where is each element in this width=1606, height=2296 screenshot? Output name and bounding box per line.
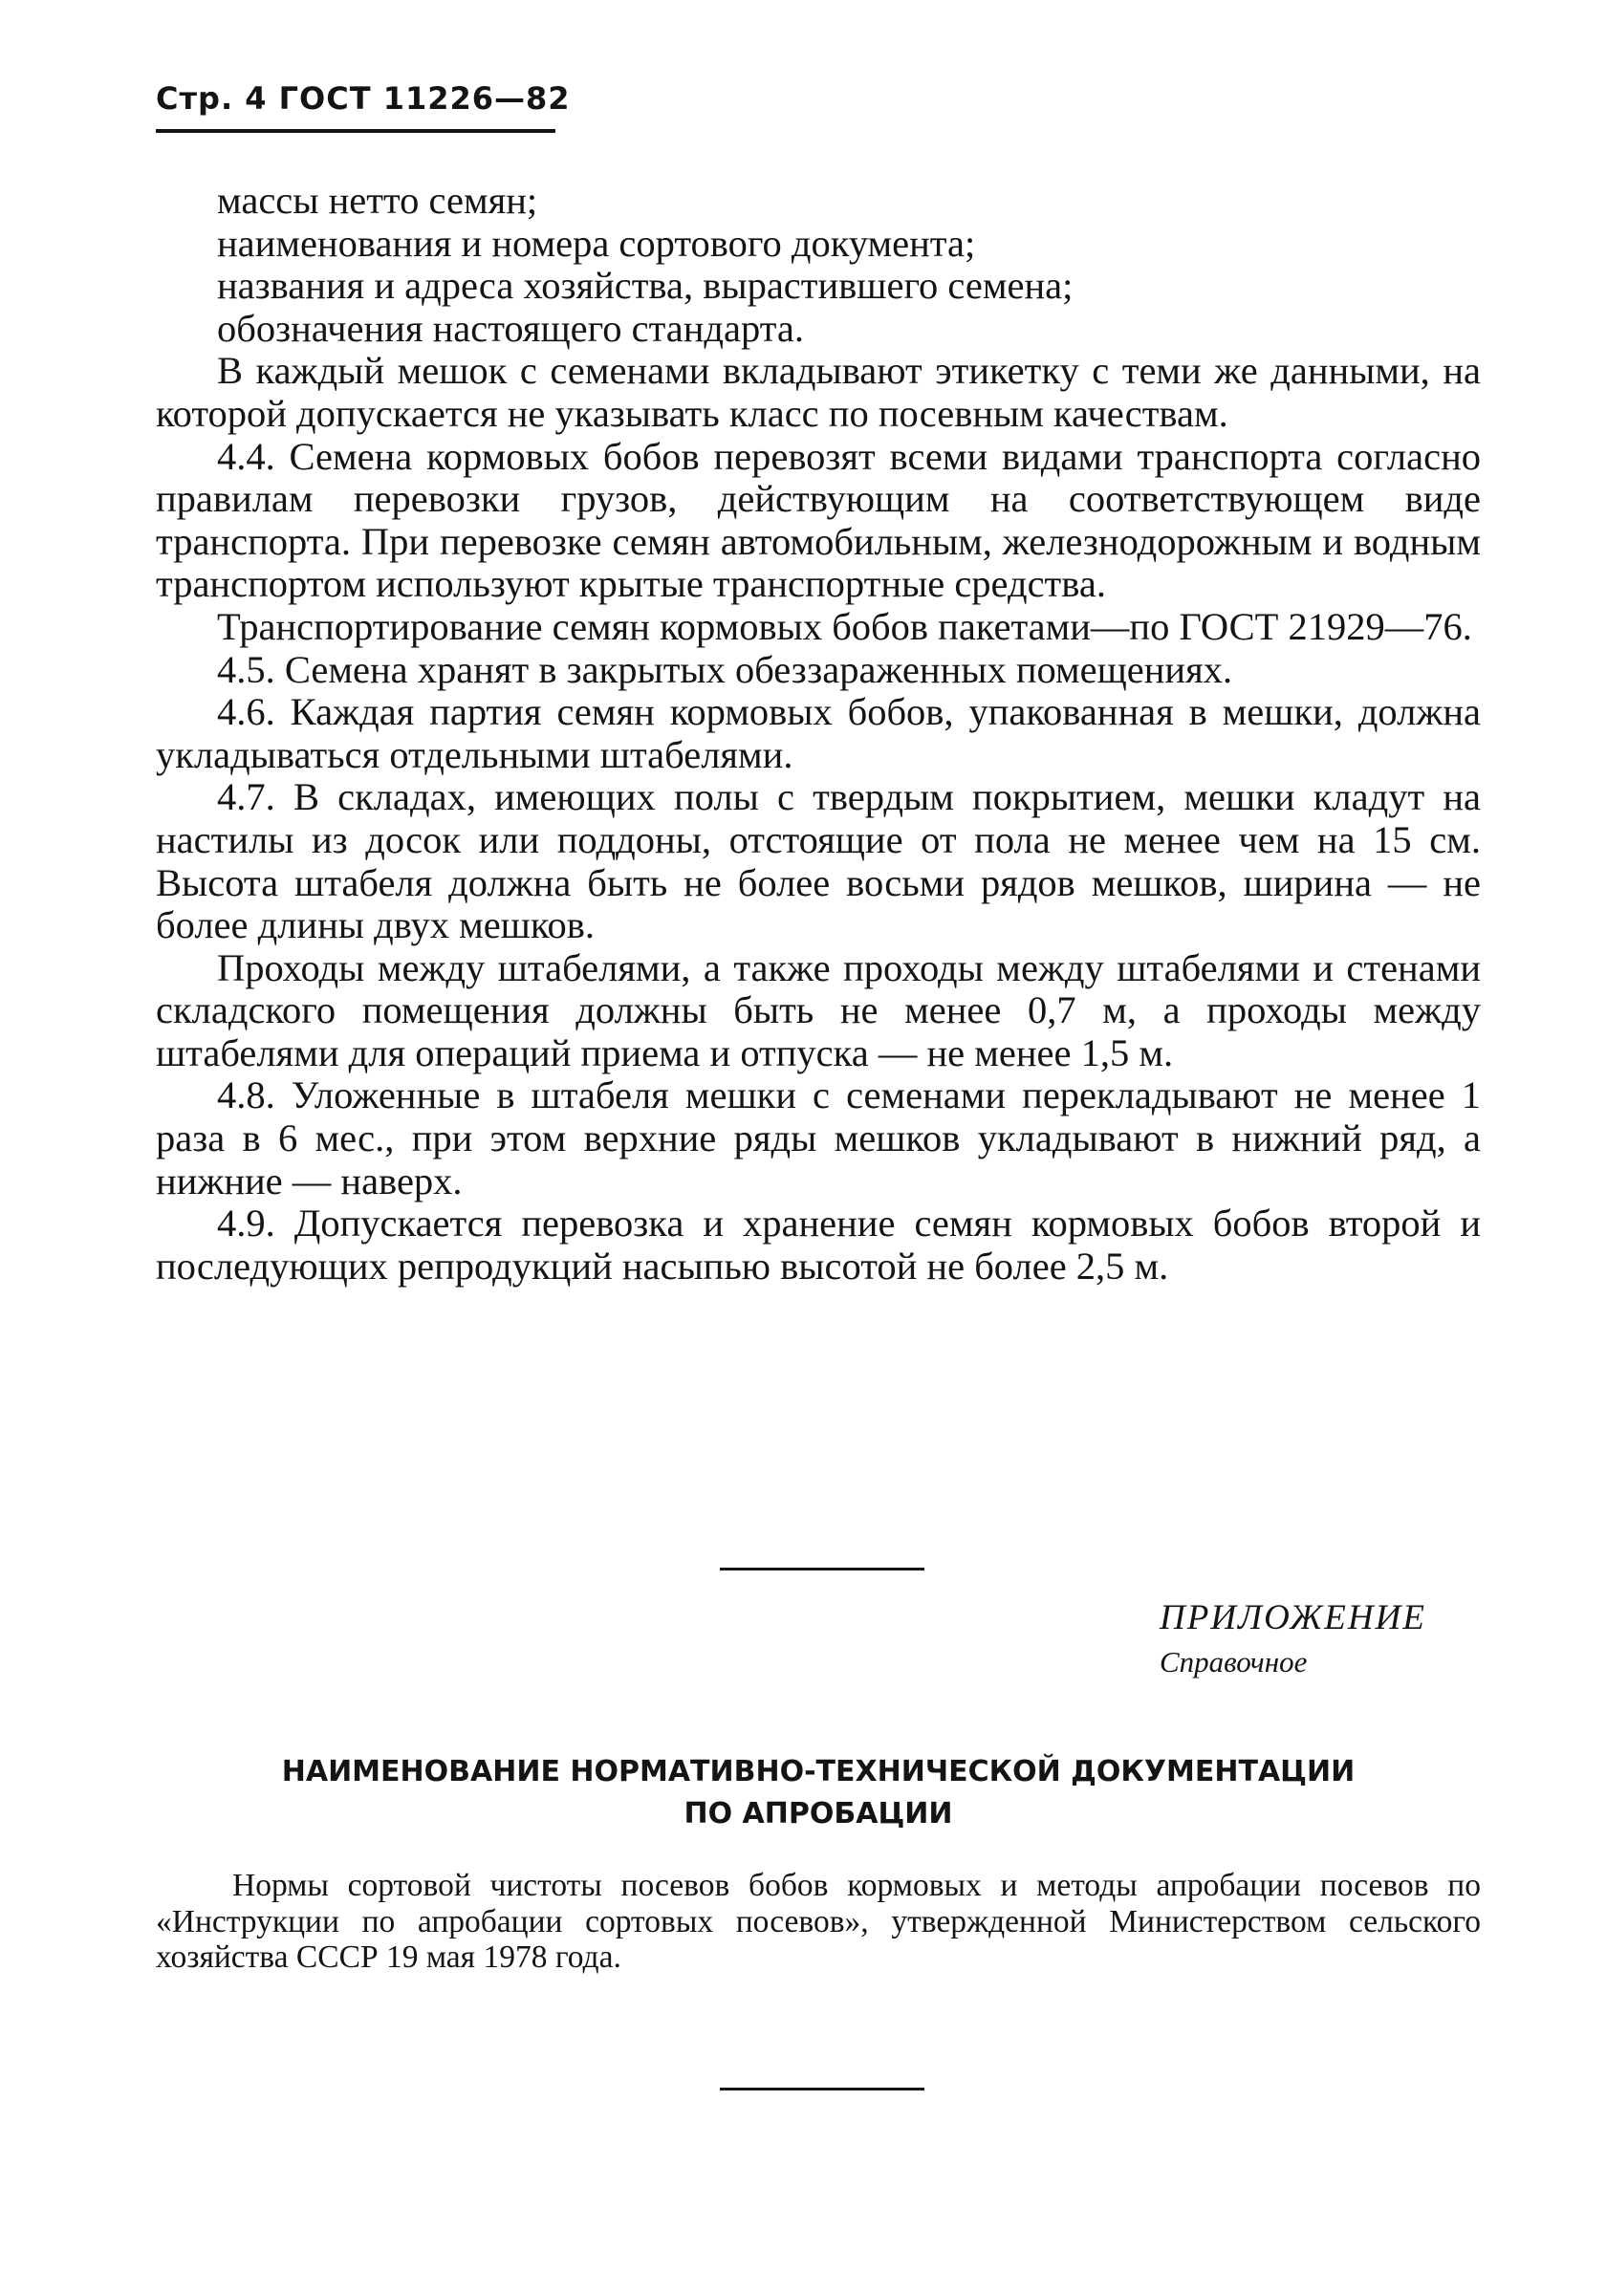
main-text bbox=[156, 180, 1481, 1288]
page-header bbox=[156, 78, 571, 134]
paragraph: обозначения настоящего стандарта. bbox=[217, 306, 805, 350]
heading-line: ПО АПРОБАЦИИ bbox=[684, 1797, 953, 1830]
paragraph: массы нетто семян; bbox=[217, 179, 538, 222]
appendix-title: ПРИЛОЖЕНИЕ bbox=[1160, 1598, 1426, 1637]
paragraph-4-4: 4.4. Семена кормовых бобов перевозят всеми видами транспорта согласно правилам перевозки грузов, действующим на соответствующем виде транспорта. При перевозке семян автомобильным, железнодорожным и водным транспортом используют крытые транспортные средства. bbox=[156, 434, 1481, 606]
paragraph-4-9: 4.9. Допускается перевозка и хранение семян кормовых бобов второй и последующих репродукций насыпью высотой не более 2,5 м. bbox=[156, 1202, 1481, 1288]
appendix-text: Нормы сортовой чистоты посевов бобов кормовых и методы апробации посевов по «Инструкции по апробации сортовых посевов», утвержденной Министерством сельского хозяйства СССР 19 мая 1978 года. bbox=[156, 1868, 1481, 1975]
paragraph: названия и адреса хозяйства, вырастившего семена; bbox=[217, 264, 1074, 308]
paragraph-4-7: 4.7. В складах, имеющих полы с твердым покрытием, мешки кладут на настилы из досок или поддоны, отстоящие от пола не менее чем на 15 см. Высота штабеля должна быть не более восьми рядов мешков, ширина — не более длины двух мешков. bbox=[156, 775, 1481, 947]
paragraph-4-8: 4.8. Уложенные в штабеля мешки с семенами перекладывают не менее 1 раза в 6 мес., при этом верхние ряды мешков укладывают в нижний ряд, а нижние — наверх. bbox=[156, 1073, 1481, 1202]
paragraph: Проходы между штабелями, а также проходы между штабелями и стенами складского помещения должны быть не менее 0,7 м, а проходы между штабелями для операций приема и отпуска — не менее 1,5 м. bbox=[156, 945, 1481, 1074]
end-divider bbox=[720, 2088, 924, 2090]
appendix-heading bbox=[156, 1751, 1481, 1835]
paragraph-4-5: 4.5. Семена хранят в закрытых обеззараженных помещениях. bbox=[217, 647, 1233, 691]
appendix-label bbox=[1080, 1594, 1463, 1682]
paragraph: наименования и номера сортового документа; bbox=[217, 221, 976, 265]
header-rule bbox=[156, 129, 555, 133]
appendix-subtitle: Справочное bbox=[1160, 1645, 1308, 1679]
heading-line: НАИМЕНОВАНИЕ НОРМАТИВНО-ТЕХНИЧЕСКОЙ ДОКУМЕНТАЦИИ bbox=[281, 1755, 1356, 1788]
paragraph-4-6: 4.6. Каждая партия семян кормовых бобов, упакованная в мешки, должна укладываться отдельными штабелями. bbox=[156, 690, 1481, 776]
paragraph: Транспортирование семян кормовых бобов пакетами—по ГОСТ 21929—76. bbox=[217, 604, 1472, 648]
section-divider bbox=[720, 1568, 924, 1570]
page-header-title: Стр. 4 ГОСТ 11226—82 bbox=[156, 80, 571, 117]
paragraph: В каждый мешок с семенами вкладывают этикетку с теми же данными, на которой допускается не указывать класс по посевным качествам. bbox=[156, 349, 1481, 435]
